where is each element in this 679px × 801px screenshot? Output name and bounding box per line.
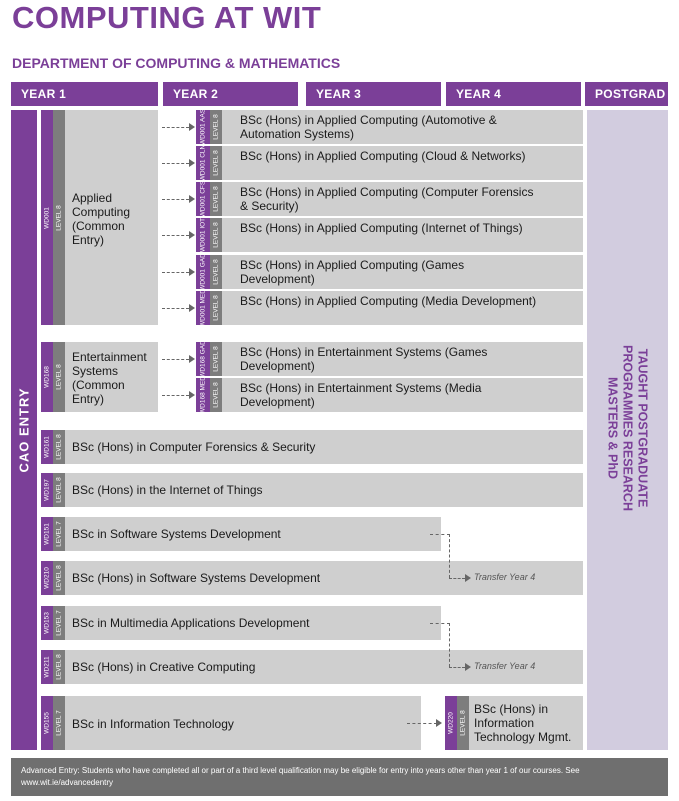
transfer-connector [430,534,450,535]
progression-connector [162,235,189,236]
specialism-label: BSc (Hons) in Entertainment Systems (Media Development) [240,381,482,409]
specialism-label: BSc (Hons) in Entertainment Systems (Games Development) [240,345,488,373]
arrowhead-icon [436,719,442,727]
arrowhead-icon [189,268,195,276]
specialism-label: BSc (Hons) in Applied Computing (Automotive & Automation Systems) [240,113,497,141]
header-postgrad: POSTGRAD [585,82,668,106]
level-tag: LEVEL 8 [210,255,222,289]
programme-code: WD197 [41,473,53,507]
header-year-4: YEAR 4 [446,82,581,106]
programme-label: BSc in Multimedia Applications Development [72,616,310,630]
header-year-3: YEAR 3 [306,82,441,106]
arrowhead-icon [189,123,195,131]
level-tag: LEVEL 8 [53,650,65,684]
progression-connector [162,308,189,309]
arrowhead-icon [189,391,195,399]
programme-label: BSc (Hons) in Information Technology Mgmt. [474,702,572,744]
level-tag: LEVEL 8 [53,473,65,507]
programme-code: WD001 AAS [196,110,210,144]
level-tag: LEVEL 8 [210,378,222,412]
specialism-label: BSc (Hons) in Applied Computing (Media Development) [240,294,537,308]
progression-connector [162,127,189,128]
level-tag: LEVEL 8 [53,430,65,464]
specialism-label: BSc (Hons) in Applied Computing (Cloud & Networks) [240,149,526,163]
level-tag: LEVEL 8 [210,182,222,216]
programme-code: WD210 [41,561,53,595]
level-tag: LEVEL 8 [210,146,222,180]
common-entry-label: Applied Computing (Common Entry) [72,191,131,247]
header-year-2: YEAR 2 [163,82,298,106]
programme-label: BSc (Hons) in Creative Computing [72,660,256,674]
programme-code: WD001 CFS [196,182,210,216]
cao-entry-label: CAO ENTRY [16,387,32,473]
level-tag: LEVEL 7 [53,517,65,551]
programme-label: BSc in Software Systems Development [72,527,281,541]
progression-connector [407,723,437,724]
header-year-1: YEAR 1 [11,82,158,106]
programme-code: WD001 IOT [196,218,210,252]
level-tag: LEVEL 8 [53,561,65,595]
arrowhead-icon [189,195,195,203]
programme-code: WD211 [41,650,53,684]
progression-connector [162,199,189,200]
transfer-connector [449,667,465,668]
level-tag: LEVEL 8 [210,218,222,252]
transfer-connector [449,534,450,578]
advanced-entry-note: Advanced Entry: Students who have completed all or part of a third level qualification may be eligible for entry into years other than year 1 of our courses. See www.wit.ie/advancedentry [11,758,668,796]
programme-code: WD220 [445,696,457,750]
postgrad-label: TAUGHT POSTGRADUATE PROGRAMMES RESEARCH MASTERS & PhD [605,345,650,511]
level-tag: LEVEL 7 [53,696,65,750]
programme-code: WD168 GAD [196,342,210,376]
level-tag: LEVEL 8 [53,110,65,325]
department-subtitle: DEPARTMENT OF COMPUTING & MATHEMATICS [12,55,341,71]
transfer-label: Transfer Year 4 [474,572,536,582]
programme-code: WD161 [41,430,53,464]
specialism-label: BSc (Hons) in Applied Computing (Games Development) [240,258,465,286]
level-tag: LEVEL 8 [457,696,469,750]
level-tag: LEVEL 7 [53,606,65,640]
programme-label: BSc (Hons) in the Internet of Things [72,483,263,497]
specialism-label: BSc (Hons) in Applied Computing (Internet of Things) [240,221,523,235]
specialism-label: BSc (Hons) in Applied Computing (Computer Forensics & Security) [240,185,534,213]
transfer-connector [449,578,465,579]
progression-connector [162,395,189,396]
arrowhead-icon [465,663,471,671]
level-tag: LEVEL 8 [210,291,222,325]
programme-label: BSc (Hons) in Computer Forensics & Security [72,440,316,454]
common-entry-label: Entertainment Systems (Common Entry) [72,350,147,406]
programme-code: WD153 [41,606,53,640]
progression-connector [162,163,189,164]
transfer-label: Transfer Year 4 [474,661,536,671]
level-tag: LEVEL 8 [210,110,222,144]
progression-connector [162,272,189,273]
progression-connector [162,359,189,360]
arrowhead-icon [189,231,195,239]
programme-code: WD001 GAD [196,255,210,289]
level-tag: LEVEL 8 [210,342,222,376]
page-title: COMPUTING AT WIT [12,0,322,35]
arrowhead-icon [189,304,195,312]
programme-code: WD155 [41,696,53,750]
arrowhead-icon [465,574,471,582]
programme-code: WD001 CLN [196,146,210,180]
transfer-connector [449,623,450,667]
transfer-connector [430,623,450,624]
programme-code: WD168 [41,342,53,412]
programme-code: WD168 MED [196,378,210,412]
level-tag: LEVEL 8 [53,342,65,412]
programme-code: WD001 [41,110,53,325]
programme-code: WD001 MED [196,291,210,325]
arrowhead-icon [189,355,195,363]
arrowhead-icon [189,159,195,167]
programme-label: BSc in Information Technology [72,717,234,731]
programme-label: BSc (Hons) in Software Systems Development [72,571,321,585]
programme-code: WD151 [41,517,53,551]
